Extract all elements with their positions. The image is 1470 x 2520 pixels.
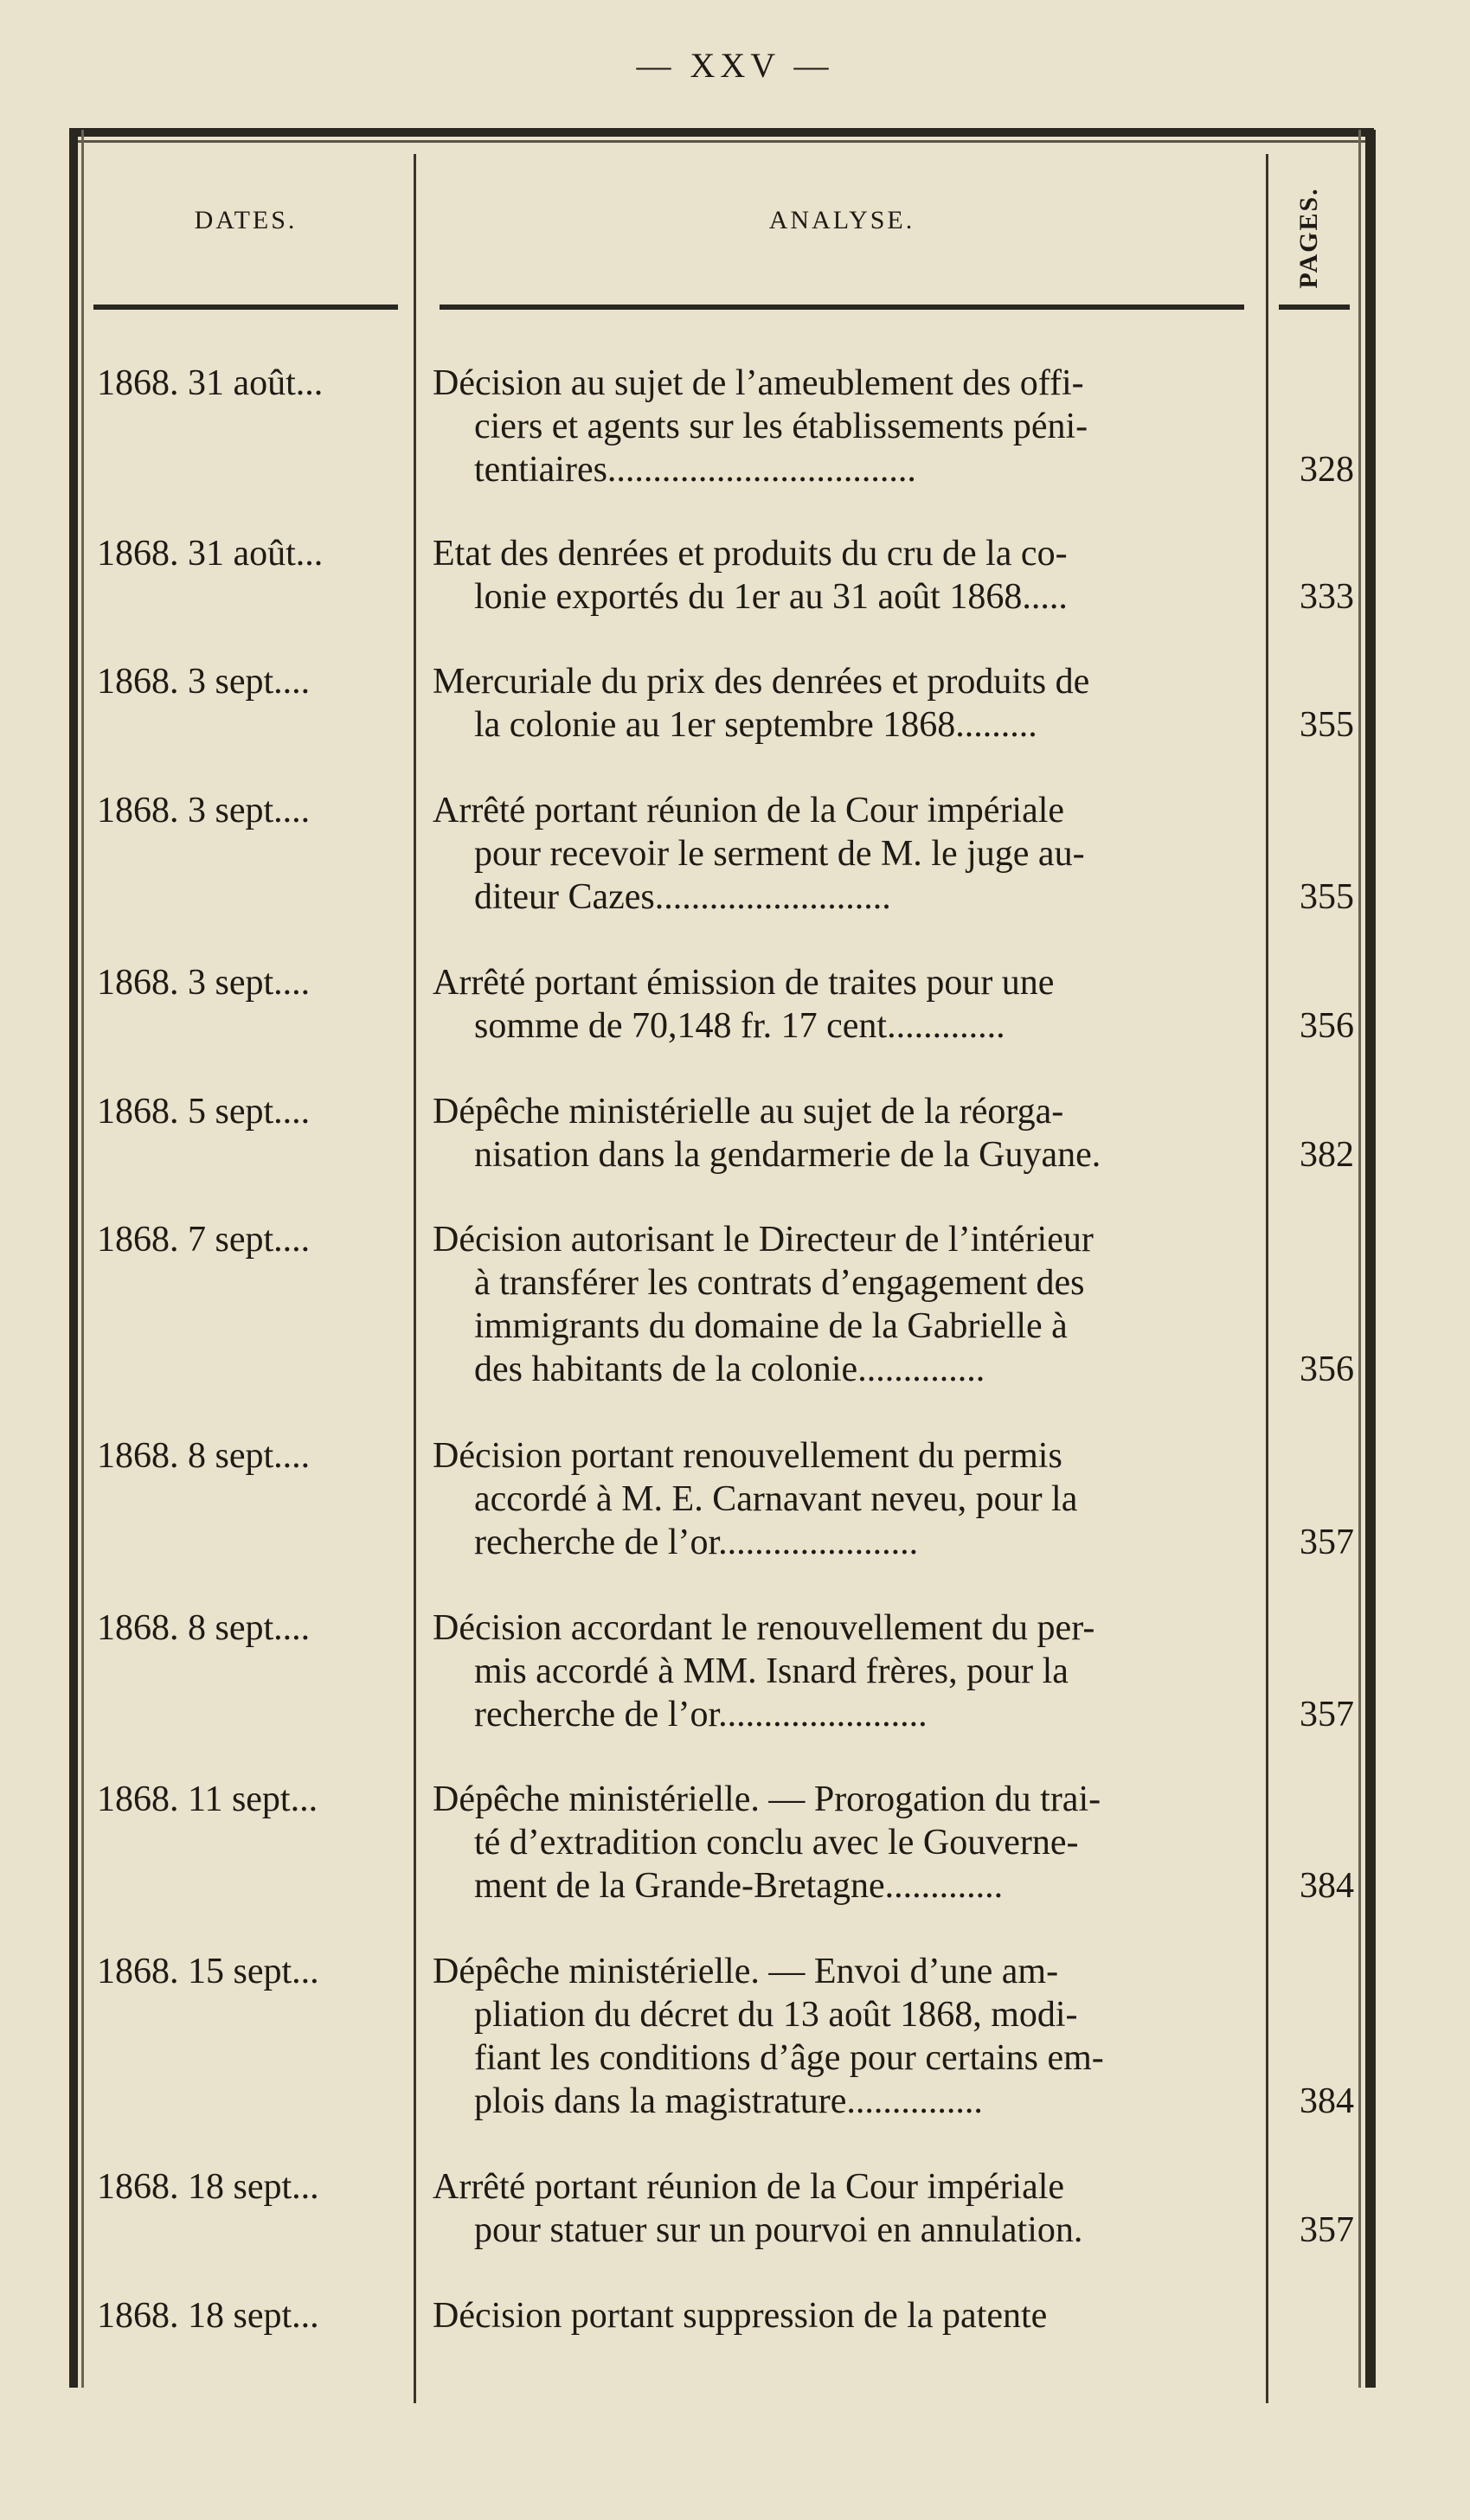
entry-page-number: 384 bbox=[1300, 1866, 1354, 1906]
entry-date: 1868. 8 sept.... bbox=[97, 1436, 311, 1476]
entry-analysis-line: pour statuer sur un pourvoi en annulation. bbox=[474, 2210, 1083, 2250]
entry-date: 1868. 11 sept... bbox=[97, 1779, 318, 1819]
entry-page-number: 382 bbox=[1300, 1135, 1354, 1175]
entry-page-number: 356 bbox=[1300, 1350, 1354, 1389]
entry-analysis bbox=[433, 1778, 1253, 1908]
entry-analysis-line: plois dans la magistrature............... bbox=[474, 2081, 983, 2121]
entry-analysis bbox=[433, 532, 1253, 619]
entry-analysis-line: recherche de l’or...................... bbox=[474, 1523, 919, 1562]
entry-analysis bbox=[433, 1606, 1253, 1736]
entry-analysis-line: accordé à M. E. Carnavant neveu, pour la bbox=[474, 1479, 1078, 1519]
entry-date: 1868. 8 sept.... bbox=[97, 1608, 311, 1648]
entry-analysis-line: diteur Cazes.......................... bbox=[474, 877, 891, 917]
entry-analysis-line: Dépêche ministérielle. — Prorogation du trai- bbox=[433, 1779, 1101, 1819]
entry-analysis-line: Décision autorisant le Directeur de l’intérieur bbox=[433, 1220, 1094, 1260]
entry-date: 1868. 31 août... bbox=[97, 534, 324, 574]
entry-analysis-line: Décision portant renouvellement du permis bbox=[433, 1436, 1062, 1476]
entry-date: 1868. 7 sept.... bbox=[97, 1220, 311, 1260]
entry-analysis-line: Dépêche ministérielle au sujet de la réorga- bbox=[433, 1092, 1064, 1132]
entry-analysis bbox=[433, 2294, 1253, 2337]
entry-date: 1868. 18 sept... bbox=[97, 2167, 319, 2207]
entry-analysis bbox=[433, 1218, 1253, 1391]
entry-page-number: 357 bbox=[1300, 2210, 1354, 2250]
entry-analysis-line: Dépêche ministérielle. — Envoi d’une am- bbox=[433, 1952, 1059, 1991]
entry-analysis bbox=[433, 1950, 1253, 2123]
entry-analysis bbox=[433, 1090, 1253, 1177]
entry-page-number: 356 bbox=[1300, 1006, 1354, 1046]
entry-date: 1868. 3 sept.... bbox=[97, 662, 311, 702]
entry-date: 1868. 5 sept.... bbox=[97, 1092, 311, 1132]
entry-page-number: 328 bbox=[1300, 450, 1354, 490]
entry-analysis bbox=[433, 1434, 1253, 1564]
entry-analysis bbox=[433, 961, 1253, 1048]
entry-analysis-line: à transférer les contrats d’engagement des bbox=[474, 1263, 1085, 1303]
entry-analysis-line: ciers et agents sur les établissements péni- bbox=[474, 407, 1088, 446]
entry-date: 1868. 3 sept.... bbox=[97, 963, 311, 1003]
entry-page-number: 355 bbox=[1300, 705, 1354, 745]
entry-analysis-line: des habitants de la colonie.............. bbox=[474, 1350, 985, 1389]
entry-page-number: 384 bbox=[1300, 2081, 1354, 2121]
entry-analysis-line: Arrêté portant réunion de la Cour impériale bbox=[433, 2167, 1065, 2207]
entry-analysis-line: la colonie au 1er septembre 1868......... bbox=[474, 705, 1037, 745]
entry-analysis bbox=[433, 362, 1253, 491]
entry-analysis-line: fiant les conditions d’âge pour certains em- bbox=[474, 2038, 1104, 2078]
entry-analysis-line: ment de la Grande-Bretagne............. bbox=[474, 1866, 1004, 1906]
entry-analysis-line: mis accordé à MM. Isnard frères, pour la bbox=[474, 1651, 1069, 1691]
page-number: — XXV — bbox=[636, 46, 834, 85]
entry-date: 1868. 31 août... bbox=[97, 363, 324, 403]
entry-page-number: 355 bbox=[1300, 877, 1354, 917]
entry-page-number: 333 bbox=[1300, 577, 1354, 617]
entry-date: 1868. 15 sept... bbox=[97, 1952, 319, 1991]
entry-analysis bbox=[433, 660, 1253, 747]
entry-analysis-line: tentiaires.................................. bbox=[474, 450, 916, 490]
entry-analysis-line: somme de 70,148 fr. 17 cent............. bbox=[474, 1006, 1005, 1046]
entry-analysis-line: nisation dans la gendarmerie de la Guyane. bbox=[474, 1135, 1101, 1175]
entry-date: 1868. 18 sept... bbox=[97, 2296, 319, 2336]
entry-analysis bbox=[433, 2165, 1253, 2252]
entry-analysis-line: Mercuriale du prix des denrées et produits de bbox=[433, 662, 1090, 702]
entry-analysis-line: recherche de l’or....................... bbox=[474, 1695, 928, 1735]
entry-page-number: 357 bbox=[1300, 1695, 1354, 1735]
entry-analysis-line: lonie exportés du 1er au 31 août 1868..... bbox=[474, 577, 1068, 617]
entry-date: 1868. 3 sept.... bbox=[97, 791, 311, 830]
entry-analysis-line: Arrêté portant émission de traites pour une bbox=[433, 963, 1055, 1003]
entry-page-number: 357 bbox=[1300, 1523, 1354, 1562]
entry-analysis-line: Décision portant suppression de la patente bbox=[433, 2296, 1048, 2336]
entry-analysis-line: pliation du décret du 13 août 1868, modi- bbox=[474, 1995, 1078, 2035]
header-pages: PAGES. bbox=[1294, 187, 1323, 289]
entry-analysis-line: té d’extradition conclu avec le Gouverne- bbox=[474, 1823, 1079, 1863]
entry-analysis-line: Etat des denrées et produits du cru de la co- bbox=[433, 534, 1068, 574]
entry-analysis bbox=[433, 789, 1253, 919]
entry-analysis-line: Arrêté portant réunion de la Cour impériale bbox=[433, 791, 1065, 830]
entry-analysis-line: immigrants du domaine de la Gabrielle à bbox=[474, 1306, 1068, 1346]
header-analyse: ANALYSE. bbox=[768, 206, 915, 234]
entry-analysis-line: Décision au sujet de l’ameublement des offi- bbox=[433, 363, 1084, 403]
header-dates: DATES. bbox=[194, 206, 298, 234]
entry-analysis-line: Décision accordant le renouvellement du per- bbox=[433, 1608, 1095, 1648]
entry-analysis-line: pour recevoir le serment de M. le juge au- bbox=[474, 834, 1085, 874]
